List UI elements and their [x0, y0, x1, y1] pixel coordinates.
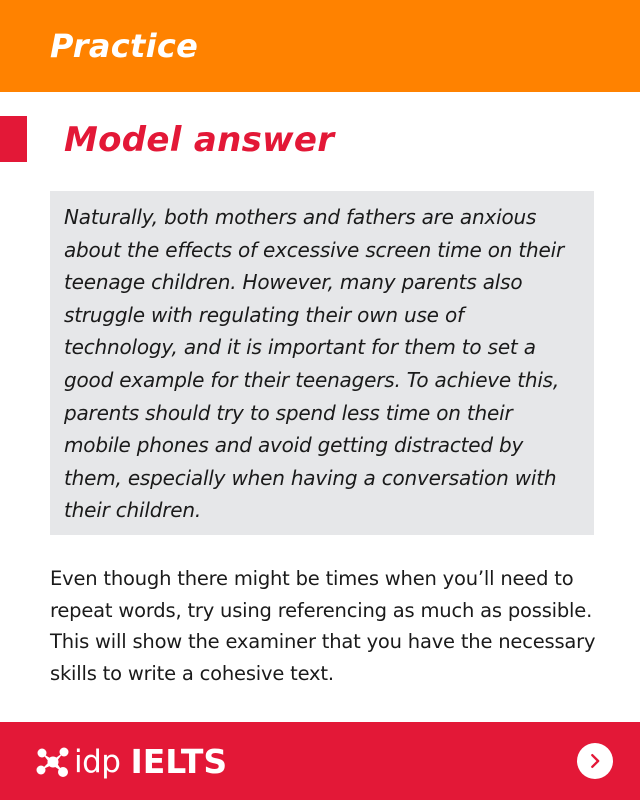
- model-answer-text: Naturally, both mothers and fathers are anxious about the effects of excessive screen time on their teenage children. However, many parents also struggle with regulating their own use of technology, and it is important for them to set a good example for their teenagers. To achieve this, parents should try to spend less time on their mobile phones and avoid getting distracted by them, especially when having a conversation with their children.: [64, 205, 565, 523]
- logo-ielts-text: IELTS: [130, 742, 228, 781]
- page-title: Practice: [50, 27, 199, 65]
- model-answer-box: [50, 191, 594, 535]
- section-accent-marker: [0, 116, 27, 162]
- section-title: Model answer: [64, 120, 335, 160]
- logo-idp-text: idp: [74, 744, 121, 780]
- idp-logo-mark-icon: [36, 745, 70, 779]
- tip-text: Even though there might be times when you’ll need to repeat words, try using referencing as much as possible. This will show the examiner that you have the necessary skills to write a cohesive text.: [50, 567, 596, 685]
- idp-ielts-logo: [36, 742, 227, 782]
- chevron-right-icon: [586, 752, 604, 770]
- next-button[interactable]: [577, 743, 613, 779]
